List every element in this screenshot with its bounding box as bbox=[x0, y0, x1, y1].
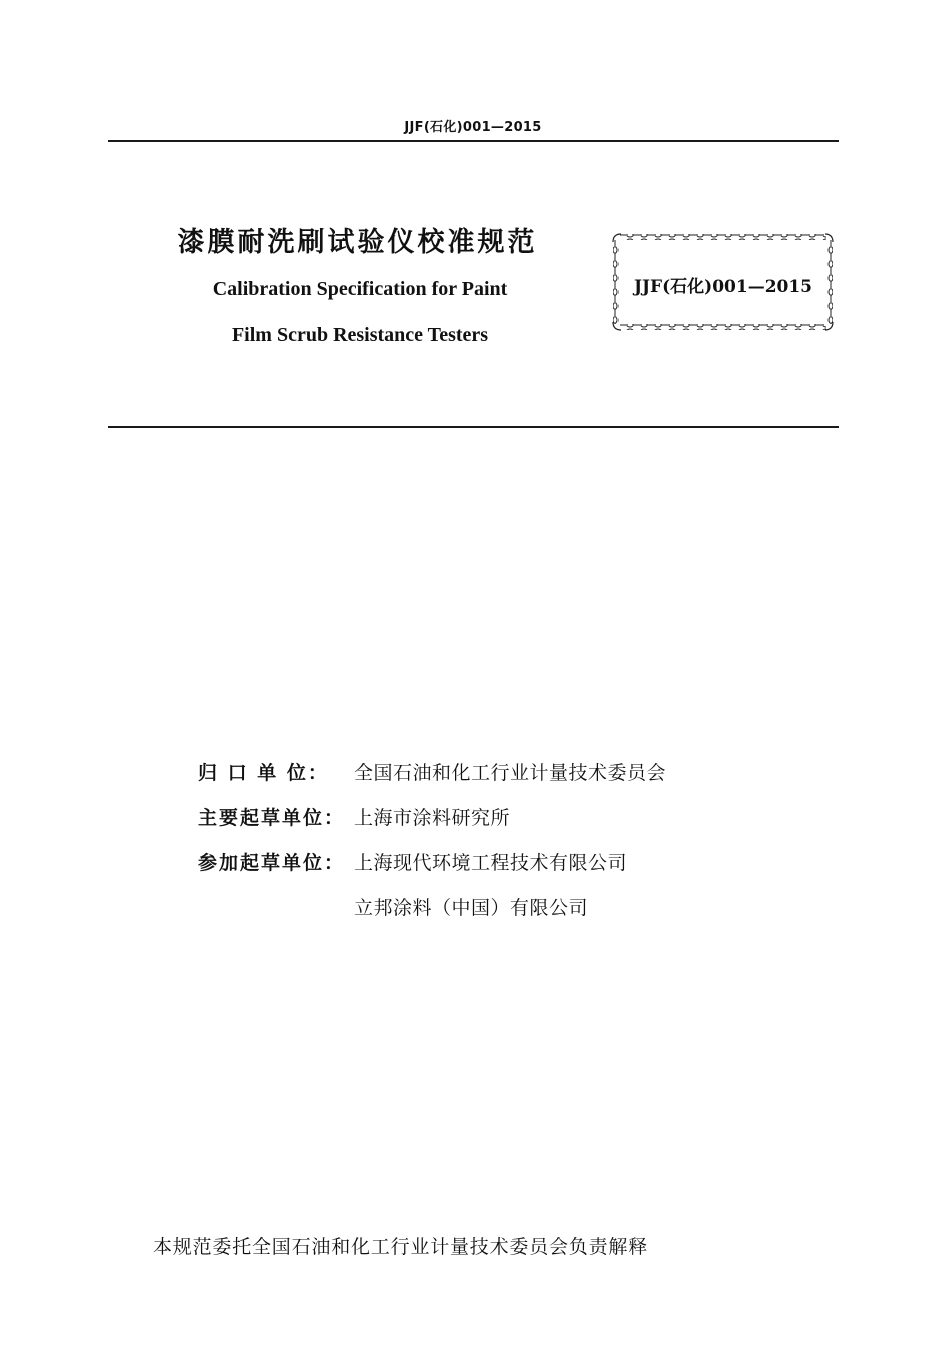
org-value: 上海现代环境工程技术有限公司 bbox=[354, 852, 628, 874]
title-divider bbox=[108, 426, 839, 428]
header-divider bbox=[108, 140, 839, 142]
interpretation-note: 本规范委托全国石油和化工行业计量技术委员会负责解释 bbox=[153, 1236, 649, 1258]
title-english-line1: Calibration Specification for Paint bbox=[212, 278, 508, 300]
org-value: 全国石油和化工行业计量技术委员会 bbox=[354, 762, 667, 784]
org-label: 归 口 单 位： bbox=[198, 762, 329, 784]
org-value: 上海市涂料研究所 bbox=[354, 807, 511, 829]
title-english-line2: Film Scrub Resistance Testers bbox=[231, 324, 489, 346]
org-label: 主要起草单位： bbox=[198, 807, 346, 829]
header-standard-code: JJF(石化)001—2015 bbox=[404, 120, 542, 135]
org-label: 参加起草单位： bbox=[198, 852, 346, 874]
standard-code-box bbox=[612, 232, 834, 332]
title-chinese: 漆膜耐洗刷试验仪校准规范 bbox=[177, 227, 538, 258]
org-value: 立邦涂料（中国）有限公司 bbox=[354, 897, 589, 919]
standard-code: JJF(石化)001—2015 bbox=[633, 277, 813, 297]
